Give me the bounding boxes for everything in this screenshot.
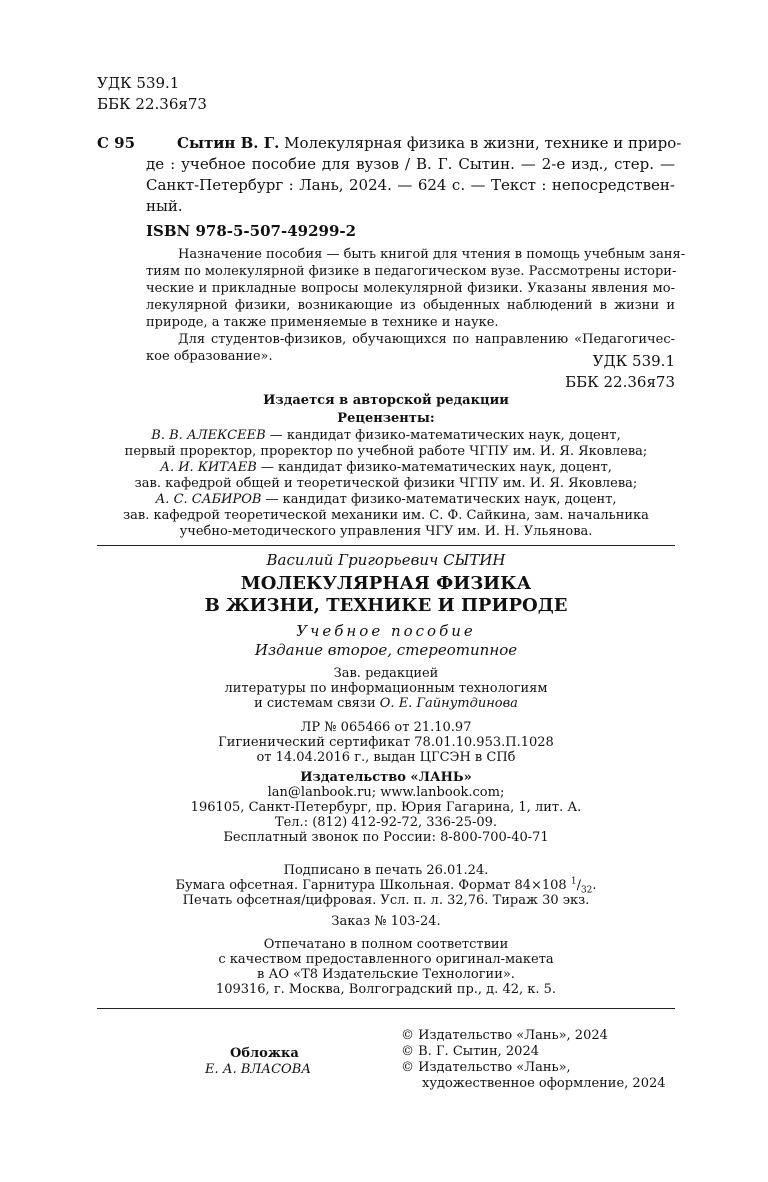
reviewer-line [97,460,675,475]
bbk-code: ББК 22.36я73 [97,95,207,113]
reviewer-text: зав. кафедрой общей и теоретической физики ЧГПУ им. И. Я. Яковлева; [134,476,638,491]
catalog-entry-line3: Санкт-Петербург : Лань, 2024. — 624 с. — Текст : непосредствен- [146,176,675,194]
print-info: Подписано в печать 26.01.24. [283,863,489,878]
abstract-line: природе, а также применяемые в технике и науке. [146,315,499,330]
book-title-line2: В ЖИЗНИ, ТЕХНИКЕ И ПРИРОДЕ [204,595,568,616]
edition: Издание второе, стереотипное [254,641,518,659]
abstract-line: ческие и прикладные вопросы молекулярной физики. Указаны явления мо- [146,281,675,296]
reviewers-heading: Рецензенты: [337,411,435,426]
copyright-line: © Издательство «Лань», 2024 [401,1028,608,1043]
contact-line: Тел.: (812) 412-92-72, 336-25-09. [274,815,498,830]
reviewer-text: первый проректор, проректор по учебной работе ЧГПУ им. И. Я. Яковлева; [124,444,648,459]
reviewer-line [97,428,675,443]
book-type: Учебное пособие [296,622,476,640]
reviewer-name: А. С. САБИРОВ [155,492,262,507]
format-denominator: 32 [580,885,593,896]
copyright-line: © В. Г. Сытин, 2024 [401,1044,539,1059]
editor-line: Зав. редакцией [333,666,439,681]
order-number: Заказ № 103-24. [331,914,441,929]
print-format: Бумага офсетная. Гарнитура Школьная. Формат 84×108 [175,878,571,893]
editor-line [97,696,675,711]
print-info: Печать офсетная/цифровая. Усл. п. л. 32,76. Тираж 30 экз. [182,893,590,908]
contact-line: 196105, Санкт-Петербург, пр. Юрия Гагарина, 1, лит. А. [190,800,582,815]
abstract-line: Назначение пособия — быть книгой для чтения в помощь учебным заня- [178,247,686,262]
catalog-entry-line2: де : учебное пособие для вузов / В. Г. Сытин. — 2-е изд., стер. — [146,155,675,173]
udk-code-right: УДК 539.1 [592,352,675,370]
license-line: от 14.04.2016 г., выдан ЦГСЭН в СПб [256,750,516,765]
print-info: Бумага офсетная. Гарнитура Школьная. Формат 84×108 $^1/_{32}$. [175,876,597,896]
reviewer-text: зав. кафедрой теоретической механики им. С. Ф. Сайкина, зам. начальника [123,508,649,523]
audience-line: кое образование». [146,349,273,364]
udk-code: УДК 539.1 [97,74,180,92]
contact-line: Бесплатный звонок по России: 8-800-700-40-71 [223,830,549,845]
printed-line: Отпечатано в полном соответствии [263,937,509,952]
catalog-entry-line1 [177,134,682,152]
catalog-entry-line4: ный. [146,197,183,215]
reviewer-text: — кандидат физико-математических наук, доцент, [265,428,621,443]
printed-line: с качеством предоставленного оригинал-макета [218,952,554,967]
cover-artist: Е. А. ВЛАСОВА [205,1062,312,1077]
editor-prefix: и системам связи [254,696,380,711]
reviewer-name: В. В. АЛЕКСЕЕВ [151,428,266,443]
divider [97,1008,675,1009]
divider [97,545,675,546]
reviewer-name: А. И. КИТАЕВ [160,460,257,475]
editor-name: О. Е. Гайнутдинова [379,696,518,711]
reviewer-line [97,508,675,523]
audience-line: Для студентов-физиков, обучающихся по направлению «Педагогичес- [178,332,675,347]
entry-author: Сытин В. Г. [177,134,280,152]
reviewer-text: — кандидат физико-математических наук, доцент, [256,460,612,475]
abstract-line: тиям по молекулярной физике в педагогическом вузе. Рассмотрены истори- [146,264,677,279]
reviewer-text: учебно-методического управления ЧГУ им. И. Н. Ульянова. [179,524,593,539]
printed-line: в АО «Т8 Издательские Технологии». [257,967,515,982]
publisher-name: Издательство «ЛАНЬ» [300,770,472,785]
editor-line: литературы по информационным технологиям [224,681,548,696]
bbk-code-right: ББК 22.36я73 [565,373,675,391]
reviewer-line [97,476,675,491]
format-numerator: 1 [570,876,577,887]
reviewer-line [97,492,675,507]
author-full-name: Василий Григорьевич СЫТИН [266,551,506,569]
print-format-end: . [592,878,597,893]
printed-line: 109316, г. Москва, Волгоградский пр., д. 42, к. 5. [215,982,557,997]
license-line: Гигиенический сертификат 78.01.10.953.П.1028 [218,735,554,750]
copyright-line-cont: художественное оформление, 2024 [422,1076,666,1091]
book-title-line1: МОЛЕКУЛЯРНАЯ ФИЗИКА [240,573,532,594]
reviewer-text: — кандидат физико-математических наук, доцент, [261,492,617,507]
contact-line: lan@lanbook.ru; www.lanbook.com; [267,785,505,800]
editorial-note: Издается в авторской редакции [263,393,509,408]
reviewer-line [97,444,675,459]
isbn: ISBN 978-5-507-49299-2 [146,222,357,240]
author-mark: С 95 [97,134,136,152]
cover-label: Обложка [230,1046,299,1061]
license-line: ЛР № 065466 от 21.10.97 [300,720,472,735]
entry-title: Молекулярная физика в жизни, технике и приро- [284,134,682,152]
abstract-line: лекулярной физики, возникающие из обыденных наблюдений в жизни и [146,298,675,313]
copyright-line: © Издательство «Лань», [401,1060,571,1075]
reviewer-line [97,524,675,539]
